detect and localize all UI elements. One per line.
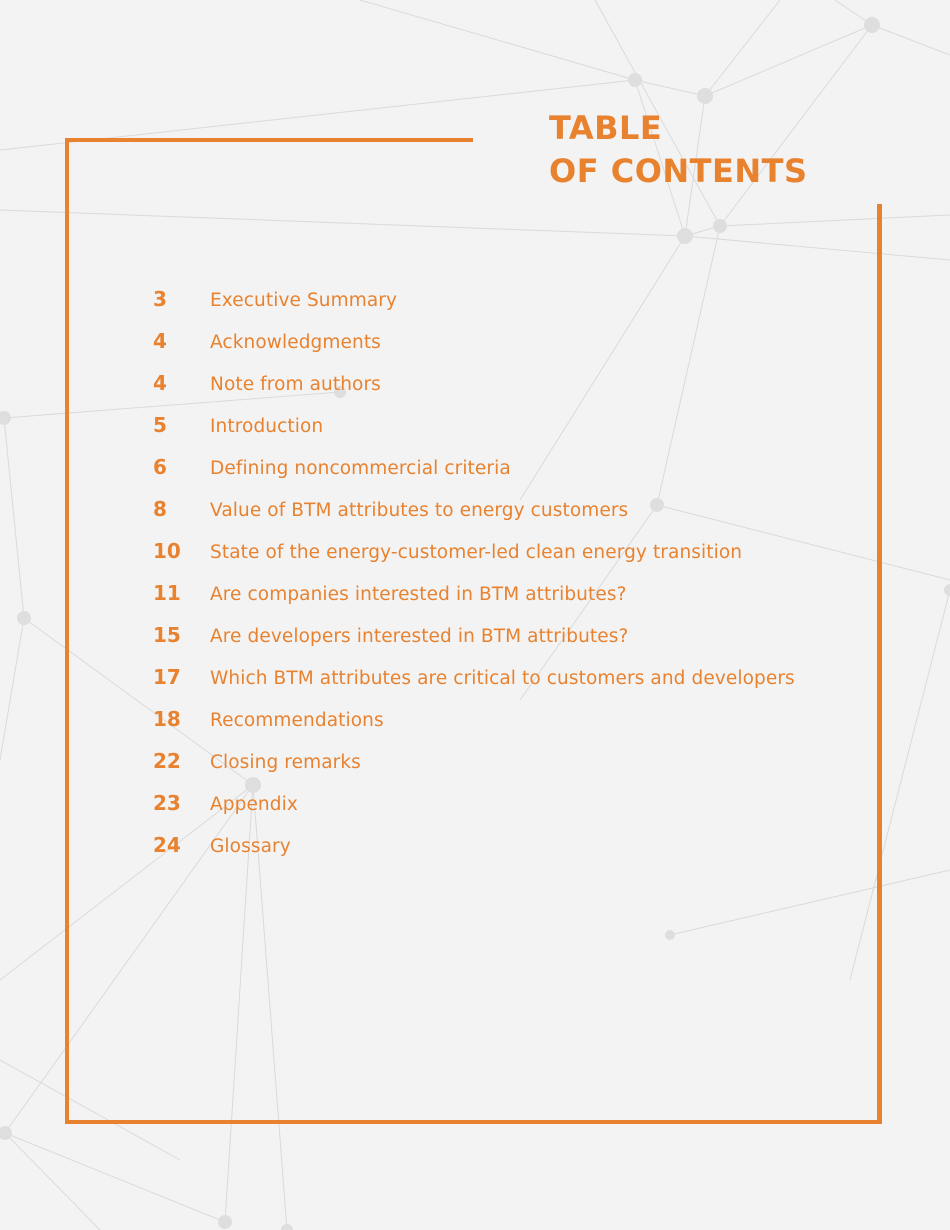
toc-entry-defining-noncommercial-criteria[interactable] — [153, 449, 873, 491]
toc-entry-title: Are developers interested in BTM attributes? — [210, 626, 629, 647]
toc-entry-title: Defining noncommercial criteria — [210, 458, 511, 479]
table-of-contents-title — [549, 107, 808, 193]
toc-entry-title: Closing remarks — [210, 752, 361, 773]
toc-entry-developers-interested[interactable] — [153, 617, 873, 659]
toc-entry-title: Are companies interested in BTM attributes? — [210, 584, 627, 605]
toc-page-number: 17 — [153, 665, 181, 689]
frame-left-line — [65, 138, 69, 1124]
toc-entry-recommendations[interactable] — [153, 701, 873, 743]
toc-entry-glossary[interactable] — [153, 827, 873, 869]
toc-entry-title: Acknowledgments — [210, 332, 381, 353]
toc-entry-introduction[interactable] — [153, 407, 873, 449]
toc-entry-title: Glossary — [210, 836, 291, 857]
toc-page-number: 3 — [153, 287, 167, 311]
toc-entry-title: Appendix — [210, 794, 298, 815]
toc-page-number: 15 — [153, 623, 181, 647]
toc-page-number: 11 — [153, 581, 181, 605]
toc-entry-value-of-btm-attributes[interactable] — [153, 491, 873, 533]
toc-entry-closing-remarks[interactable] — [153, 743, 873, 785]
frame-right-line — [877, 204, 882, 1124]
title-line-table: TABLE — [549, 109, 663, 147]
toc-page-number: 5 — [153, 413, 167, 437]
toc-entry-title: Value of BTM attributes to energy customers — [210, 500, 629, 521]
toc-page-number: 4 — [153, 371, 167, 395]
table-of-contents-list — [153, 281, 873, 869]
toc-entry-title: Introduction — [210, 416, 324, 437]
toc-entry-title: Which BTM attributes are critical to customers and developers — [210, 668, 795, 689]
toc-page-number: 8 — [153, 497, 167, 521]
toc-entry-title: Note from authors — [210, 374, 381, 395]
toc-entry-note-from-authors[interactable] — [153, 365, 873, 407]
frame-top-left-line — [65, 138, 473, 142]
toc-page-number: 23 — [153, 791, 181, 815]
toc-entry-title: Recommendations — [210, 710, 384, 731]
toc-entry-appendix[interactable] — [153, 785, 873, 827]
toc-page-number: 4 — [153, 329, 167, 353]
toc-entry-acknowledgments[interactable] — [153, 323, 873, 365]
toc-entry-title: Executive Summary — [210, 290, 398, 311]
toc-page-number: 18 — [153, 707, 181, 731]
frame-bottom-line — [65, 1120, 882, 1124]
toc-page-number: 6 — [153, 455, 167, 479]
toc-entry-companies-interested[interactable] — [153, 575, 873, 617]
toc-entry-state-of-transition[interactable] — [153, 533, 873, 575]
toc-entry-critical-btm-attributes[interactable] — [153, 659, 873, 701]
toc-entry-title: State of the energy-customer-led clean energy transition — [210, 542, 743, 563]
title-line-of-contents: OF CONTENTS — [549, 152, 808, 190]
toc-entry-executive-summary[interactable] — [153, 281, 873, 323]
toc-page-number: 24 — [153, 833, 181, 857]
toc-page-number: 10 — [153, 539, 181, 563]
toc-page-number: 22 — [153, 749, 181, 773]
